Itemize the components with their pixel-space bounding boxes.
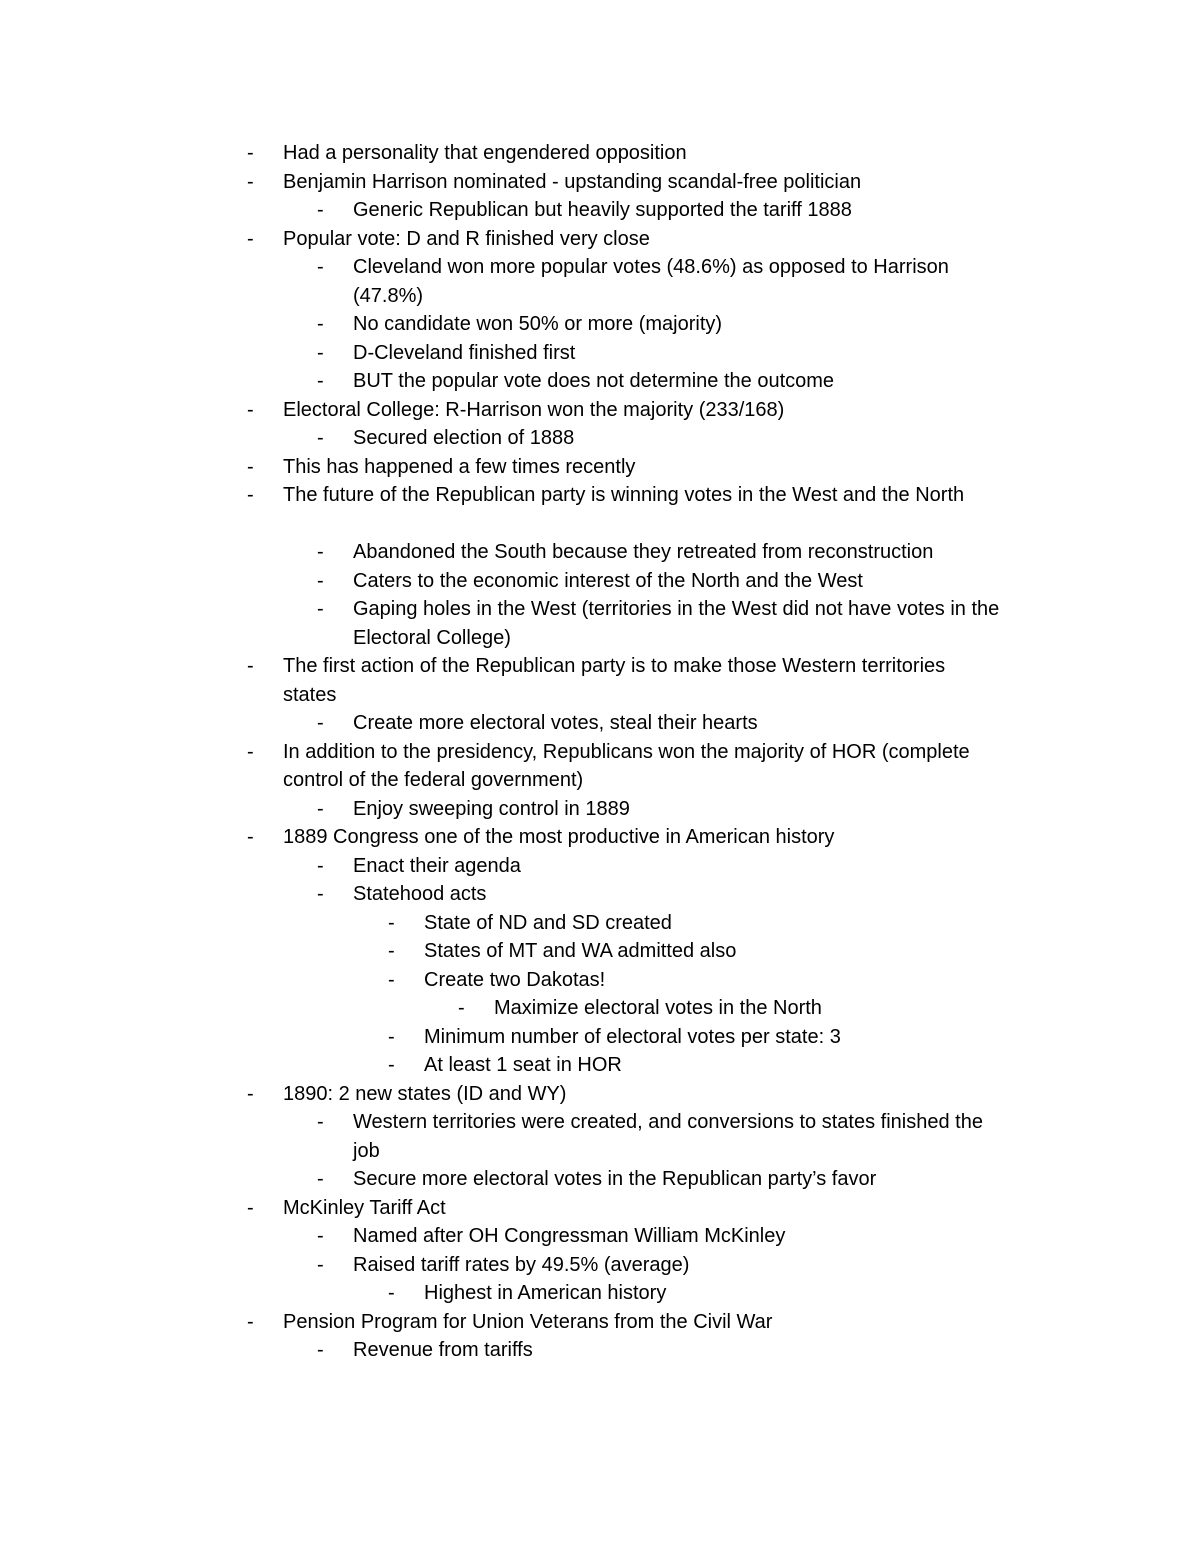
bullet-item — [0, 1023, 1200, 1052]
bullet-dash: - — [317, 712, 324, 734]
bullet-item — [0, 1336, 1200, 1365]
document-page — [0, 139, 1200, 1365]
bullet-item — [0, 253, 1200, 282]
bullet-continuation-line — [0, 624, 1200, 653]
bullet-dash: - — [317, 1168, 324, 1190]
bullet-dash: - — [317, 341, 324, 364]
bullet-item — [0, 1194, 1200, 1223]
bullet-dash: - — [317, 1111, 324, 1133]
bullet-item — [0, 1165, 1200, 1194]
bullet-text: 1889 Congress one of the most productive in American history — [283, 826, 835, 848]
bullet-item — [0, 738, 1200, 767]
bullet-item — [0, 396, 1200, 425]
bullet-text: Western territories were created, and conversions to states finished the — [353, 1111, 983, 1133]
bullet-text: job — [353, 1139, 380, 1162]
bullet-item — [0, 880, 1200, 909]
bullet-text: Minimum number of electoral votes per state: 3 — [424, 1025, 841, 1048]
bullet-item — [0, 367, 1200, 396]
bullet-dash: - — [317, 598, 324, 620]
bullet-text: control of the federal government) — [283, 769, 584, 791]
bullet-item — [0, 1051, 1200, 1080]
bullet-text: No candidate won 50% or more (majority) — [353, 313, 723, 335]
bullet-dash: - — [388, 940, 395, 962]
bullet-text: (47.8%) — [353, 284, 424, 307]
bullet-item — [0, 852, 1200, 881]
bullet-dash: - — [317, 854, 324, 877]
bullet-text: Secured election of 1888 — [353, 427, 575, 449]
bullet-item — [0, 1222, 1200, 1251]
bullet-text: Named after OH Congressman William McKinley — [353, 1225, 786, 1247]
bullet-text: Maximize electoral votes in the North — [494, 997, 822, 1019]
bullet-dash: - — [247, 455, 254, 478]
bullet-item — [0, 538, 1200, 567]
bullet-text: In addition to the presidency, Republicans won the majority of HOR (complete — [283, 740, 970, 763]
bullet-continuation-line — [0, 1137, 1200, 1166]
bullet-text: Statehood acts — [353, 883, 487, 905]
bullet-dash: - — [247, 1310, 254, 1333]
bullet-text: Create more electoral votes, steal their hearts — [353, 712, 758, 734]
bullet-item — [0, 225, 1200, 254]
bullet-item — [0, 481, 1200, 510]
bullet-continuation-line — [0, 282, 1200, 311]
bullet-text: Highest in American history — [424, 1282, 667, 1304]
bullet-dash: - — [247, 740, 254, 763]
bullet-dash: - — [247, 170, 254, 193]
bullet-text: McKinley Tariff Act — [283, 1196, 446, 1219]
bullet-item — [0, 1080, 1200, 1109]
bullet-dash: - — [247, 398, 254, 421]
bullet-dash: - — [247, 826, 254, 848]
bullet-dash: - — [317, 1253, 324, 1276]
bullet-dash: - — [317, 256, 324, 278]
bullet-item — [0, 139, 1200, 168]
bullet-dash: - — [317, 1225, 324, 1247]
bullet-text: Cleveland won more popular votes (48.6%) as opposed to Harrison — [353, 256, 949, 278]
bullet-item — [0, 1251, 1200, 1280]
bullet-item — [0, 339, 1200, 368]
bullet-text: Enact their agenda — [353, 854, 521, 877]
bullet-dash: - — [458, 997, 465, 1019]
bullet-continuation-line — [0, 766, 1200, 795]
bullet-text: Generic Republican but heavily supported the tariff 1888 — [353, 199, 852, 221]
bullet-dash: - — [388, 911, 395, 934]
bullet-item — [0, 1108, 1200, 1137]
bullet-item — [0, 196, 1200, 225]
blank-line — [0, 510, 1200, 539]
bullet-item — [0, 310, 1200, 339]
bullet-text: BUT the popular vote does not determine the outcome — [353, 370, 835, 392]
bullet-dash: - — [317, 313, 324, 335]
bullet-text: States of MT and WA admitted also — [424, 940, 737, 962]
bullet-dash: - — [317, 1339, 324, 1361]
bullet-text: Electoral College) — [353, 626, 511, 649]
bullet-text: The future of the Republican party is winning votes in the West and the North — [283, 484, 965, 506]
bullet-item — [0, 652, 1200, 681]
bullet-dash: - — [317, 541, 324, 563]
bullet-text: Enjoy sweeping control in 1889 — [353, 797, 630, 820]
bullet-dash: - — [388, 1054, 395, 1076]
bullet-item — [0, 994, 1200, 1023]
bullet-text: D-Cleveland finished first — [353, 341, 576, 364]
bullet-text: This has happened a few times recently — [283, 455, 636, 478]
bullet-dash: - — [247, 484, 254, 506]
bullet-text: Gaping holes in the West (territories in the West did not have votes in the — [353, 598, 1000, 620]
bullet-dash: - — [317, 199, 324, 221]
bullet-dash: - — [317, 883, 324, 905]
bullet-dash: - — [247, 142, 254, 164]
bullet-item — [0, 937, 1200, 966]
bullet-item — [0, 453, 1200, 482]
bullet-dash: - — [388, 968, 395, 991]
bullet-text: Electoral College: R-Harrison won the majority (233/168) — [283, 398, 785, 421]
bullet-text: Raised tariff rates by 49.5% (average) — [353, 1253, 690, 1276]
bullet-dash: - — [247, 227, 254, 250]
bullet-item — [0, 966, 1200, 995]
bullet-dash: - — [247, 655, 254, 677]
bullet-item — [0, 795, 1200, 824]
bullet-text: Had a personality that engendered opposition — [283, 142, 687, 164]
bullet-text: Popular vote: D and R finished very close — [283, 227, 650, 250]
bullet-item — [0, 1308, 1200, 1337]
bullet-text: At least 1 seat in HOR — [424, 1054, 622, 1076]
bullet-dash: - — [388, 1025, 395, 1048]
bullet-text: Benjamin Harrison nominated - upstanding scandal-free politician — [283, 170, 862, 193]
bullet-text: State of ND and SD created — [424, 911, 672, 934]
bullet-dash: - — [247, 1196, 254, 1219]
bullet-item — [0, 709, 1200, 738]
bullet-dash: - — [247, 1082, 254, 1105]
bullet-text: states — [283, 683, 337, 706]
bullet-text: Revenue from tariffs — [353, 1339, 533, 1361]
bullet-text: 1890: 2 new states (ID and WY) — [283, 1082, 567, 1105]
bullet-dash: - — [317, 370, 324, 392]
bullet-continuation-line — [0, 681, 1200, 710]
bullet-item — [0, 424, 1200, 453]
bullet-text: Pension Program for Union Veterans from the Civil War — [283, 1310, 773, 1333]
bullet-item — [0, 595, 1200, 624]
bullet-item — [0, 168, 1200, 197]
bullet-text: Create two Dakotas! — [424, 968, 606, 991]
bullet-text: Abandoned the South because they retreated from reconstruction — [353, 541, 934, 563]
bullet-dash: - — [317, 569, 324, 592]
bullet-item — [0, 909, 1200, 938]
bullet-text: The first action of the Republican party is to make those Western territories — [283, 655, 946, 677]
bullet-dash: - — [317, 797, 324, 820]
bullet-text: Secure more electoral votes in the Republican party’s favor — [353, 1168, 877, 1190]
bullet-item — [0, 823, 1200, 852]
bullet-item — [0, 1279, 1200, 1308]
bullet-dash: - — [388, 1282, 395, 1304]
bullet-dash: - — [317, 427, 324, 449]
bullet-text: Caters to the economic interest of the North and the West — [353, 569, 863, 592]
bullet-item — [0, 567, 1200, 596]
